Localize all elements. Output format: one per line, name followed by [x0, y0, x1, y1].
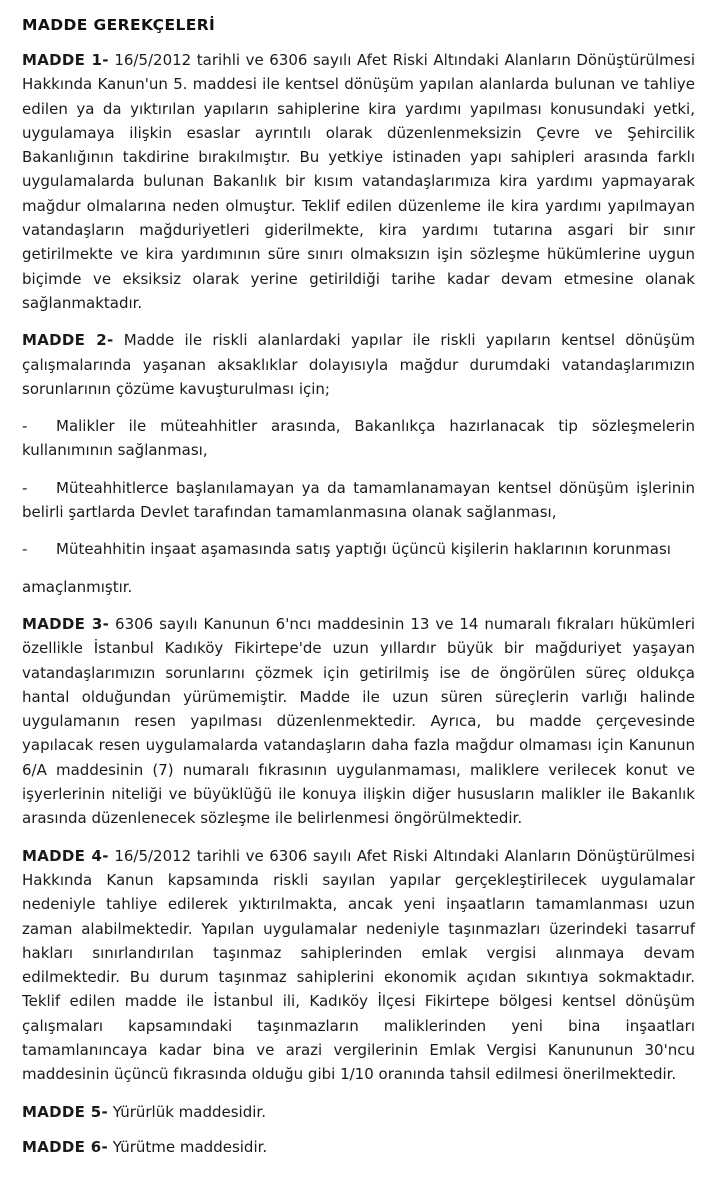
article-paragraph-6	[22, 1135, 695, 1159]
article-label-3: MADDE 3-	[22, 614, 110, 633]
list-item-text: Müteahhitlerce başlanılamayan ya da tamamlanamayan kentsel dönüşüm işlerinin belirli şartlarda Devlet tarafından tamamlanmasına olanak sağlanması,	[22, 478, 695, 522]
article-label-6: MADDE 6-	[22, 1137, 108, 1156]
bullet-marker: -	[22, 417, 28, 436]
article-text-4: 16/5/2012 tarihli ve 6306 sayılı Afet Riski Altındaki Alanların Dönüştürülmesi Hakkında Kanun kapsamında riskli sayılan yapılar gerçekleştirilecek uygulamalar nedeniyle tahliye edilerek yıktırılmakta, ancak yeni inşaatların tamamlanması uzun zaman alabilmektedir. Yapılan uygulamalar nedeniyle taşınmazları üzerindeki tasarruf hakları sınırlandırılan taşınmaz sahiplerinden emlak vergisi alınmaya devam edilmektedir. Bu durum taşınmaz sahiplerini ekonomik açıdan sıkıntıya sokmaktadır. Teklif edilen madde ile İstanbul ili, Kadıköy İlçesi Fikirtepe bölgesi kentsel dönüşüm çalışmaları kapsamındaki taşınmazların maliklerinden yeni bina inşaatları tamamlanıncaya kadar bina ve arazi vergilerinin Emlak Vergisi Kanununun 30'ncu maddesinin üçüncü fıkrasında olduğu gibi 1/10 oranında tahsil edilmesi önerilmektedir.	[22, 846, 695, 1084]
bullet-marker: -	[22, 478, 28, 497]
article-label-1: MADDE 1-	[22, 51, 109, 69]
article-paragraph-5	[22, 1100, 695, 1124]
article-paragraph-4	[22, 844, 695, 1087]
list-item	[22, 537, 695, 561]
article-text-6: Yürütme maddesidir.	[107, 1137, 268, 1156]
article-label-2: MADDE 2-	[22, 331, 114, 350]
closing-line: amaçlanmıştır.	[22, 577, 133, 596]
page-title: MADDE GEREKÇELERİ	[22, 16, 216, 34]
article-text-1: 16/5/2012 tarihli ve 6306 sayılı Afet Riski Altındaki Alanların Dönüştürülmesi Hakkında Kanun'un 5. maddesi ile kentsel dönüşüm yapılan alanlarda bulunan ve tahliye edilen ya da yıktırılan yapıların sahiplerine kira yardımı yapılması konusundaki yetki, uygulamaya ilişkin esaslar ayrıntılı olarak düzenlenmeksizin Çevre ve Şehircilik Bakanlığının takdirine bırakılmıştır. Bu yetkiye istinaden yapı sahipleri arasında farklı uygulamalarda bulunan Bakanlık bir kısım vatandaşlarımıza kira yardımı yapmayarak mağdur olmalarına neden olmuştur. Teklif edilen düzenleme ile kira yardımı yapılmayan vatandaşların mağduriyetleri giderilmekte, kira yardımı tutarına asgari bir sınır getirilmekte ve kira yardımının süre sınırı olmaksızın işin sözleşme hükümlerine uygun biçimde ve eksiksiz olarak yerine getirildiği tarihe kadar devam etmesine olanak sağlanmaktadır.	[22, 51, 695, 312]
article-text-2: Madde ile riskli alanlardaki yapılar ile riskli yapıların kentsel dönüşüm çalışmalarında yaşanan aksaklıklar dolayısıyla mağdur durumdaki vatandaşlarımızın sorunlarının çözüme kavuşturulması için;	[22, 331, 695, 398]
article-text-5: Yürürlük maddesidir.	[107, 1102, 266, 1121]
list-item	[22, 476, 695, 525]
article-label-5: MADDE 5-	[22, 1102, 108, 1121]
article-paragraph-2	[22, 328, 695, 401]
article-paragraph-1	[22, 48, 695, 315]
article-label-4: MADDE 4-	[22, 846, 109, 865]
list-item-text: Malikler ile müteahhitler arasında, Bakanlıkça hazırlanacak tip sözleşmelerin kullanımının sağlanması,	[22, 417, 695, 460]
article-paragraph-3	[22, 612, 695, 831]
list-item-text: Müteahhitin inşaat aşamasında satış yaptığı üçüncü kişilerin haklarının korunması	[56, 540, 671, 559]
list-item	[22, 414, 695, 463]
bullet-marker: -	[22, 540, 28, 559]
article-text-3: 6306 sayılı Kanunun 6'ncı maddesinin 13 ve 14 numaralı fıkraları hükümleri özellikle İstanbul Kadıköy Fikirtepe'de uzun yıllardır büyük bir mağduriyet yaşayan vatandaşlarımızın sorunlarını çözmek için getirilmiş ise de öngörülen süreç oldukça hantal olduğundan yürümemiştir. Madde ile uzun süren süreçlerin varlığı halinde uygulamanın resen yapılması düzenlenmektedir. Ayrıca, bu madde çerçevesinde yapılacak resen uygulamalarda vatandaşların daha fazla mağdur olmaması için Kanunun 6/A maddesinin (7) numaralı fıkrasının uygulanmaması, maliklere verilecek konut ve işyerlerinin niteliği ve büyüklüğü ile konuya ilişkin diğer hususların malikler ile Bakanlık arasında düzenlenecek sözleşme ile belirlenmesi öngörülmektedir.	[22, 614, 695, 828]
